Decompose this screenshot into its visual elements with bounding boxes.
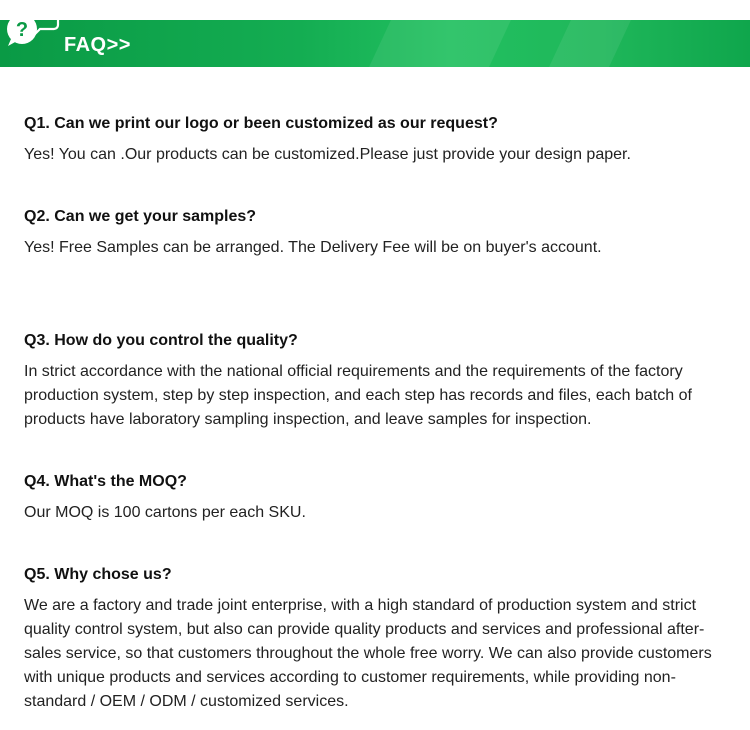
faq-answer: We are a factory and trade joint enterprise, with a high standard of production system and strict quality control system, but also can provide quality products and services and professional after-sales service, so that customers throughout the whole free worry. We can also provide customers with unique products and services according to customer requirements, while providing non-standard / OEM / ODM / customized services. bbox=[24, 597, 712, 710]
faq-item bbox=[24, 207, 724, 260]
faq-question: Q2. Can we get your samples? bbox=[24, 208, 257, 225]
faq-answer: Yes! You can .Our products can be customized.Please just provide your design paper. bbox=[24, 146, 631, 163]
faq-question: Q5. Why chose us? bbox=[24, 566, 172, 583]
faq-answer: Our MOQ is 100 cartons per each SKU. bbox=[24, 504, 306, 521]
question-chat-icon bbox=[4, 5, 60, 47]
faq-answer: Yes! Free Samples can be arranged. The Delivery Fee will be on buyer's account. bbox=[24, 239, 602, 256]
faq-item bbox=[24, 565, 724, 714]
faq-title: FAQ>> bbox=[64, 34, 131, 56]
banner-stripe bbox=[369, 20, 511, 67]
faq-item bbox=[24, 114, 724, 167]
faq-question: Q3. How do you control the quality? bbox=[24, 332, 298, 349]
faq-question: Q1. Can we print our logo or been customized as our request? bbox=[24, 115, 498, 132]
svg-text:?: ? bbox=[15, 19, 29, 41]
faq-question: Q4. What's the MOQ? bbox=[24, 473, 187, 490]
faq-item bbox=[24, 331, 714, 432]
banner-stripe bbox=[549, 20, 631, 67]
faq-item bbox=[24, 472, 724, 525]
faq-answer: In strict accordance with the national official requirements and the requirements of the factory production system, step by step inspection, and each step has records and files, each batch of products have laboratory sampling inspection, and leave samples for inspection. bbox=[24, 363, 692, 428]
